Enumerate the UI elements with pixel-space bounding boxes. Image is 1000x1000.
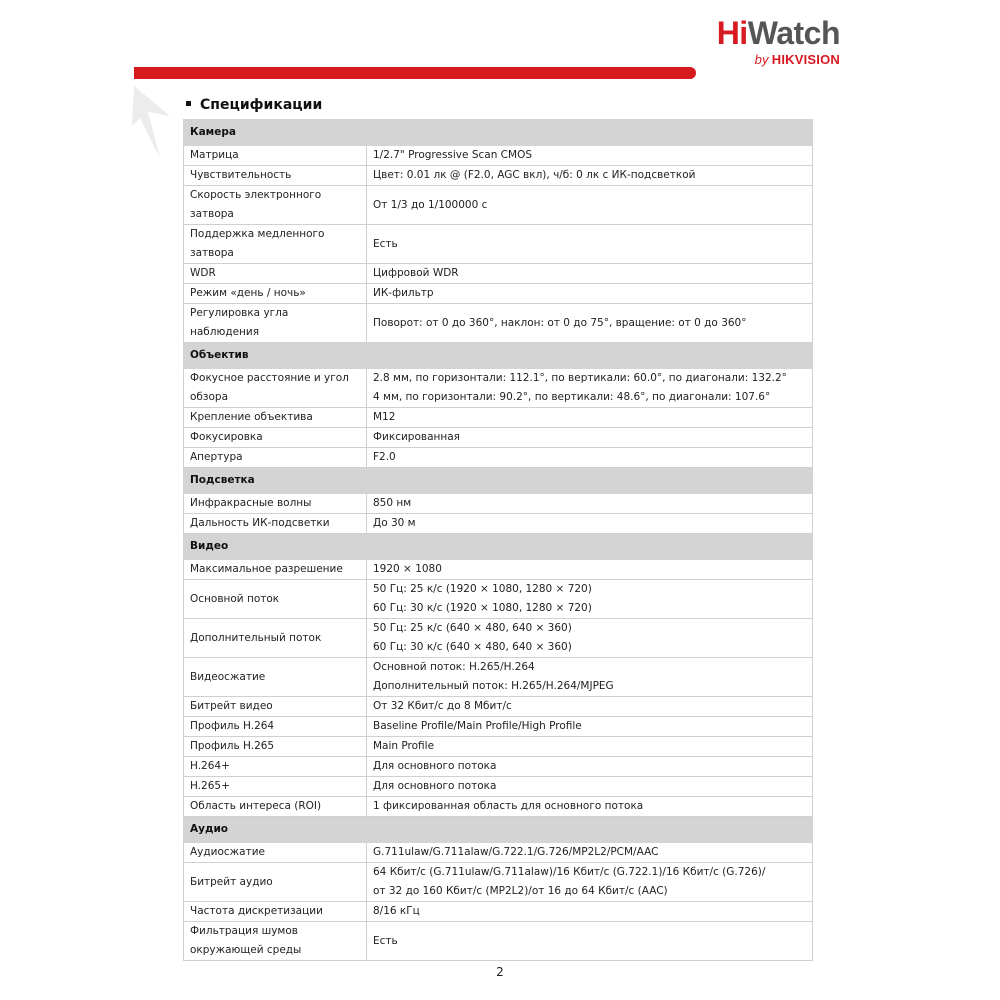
spec-value: Есть [367,225,813,264]
table-row [184,514,813,534]
decorative-star-watermark-icon [130,82,190,162]
spec-value: Для основного потока [367,757,813,777]
section-header-row [184,468,813,494]
spec-table [183,119,813,961]
logo-wordmark [717,14,840,52]
logo-brand: HIKVISION [771,52,840,67]
table-row [184,777,813,797]
section-title-text: Спецификации [200,97,323,113]
spec-value: От 1/3 до 1/100000 с [367,186,813,225]
spec-value: Цифровой WDR [367,264,813,284]
spec-key: Битрейт видео [184,697,367,717]
section-header-row [184,534,813,560]
table-row [184,225,813,264]
table-row [184,166,813,186]
spec-key: Аудиосжатие [184,843,367,863]
hiwatch-logo [717,14,840,67]
section-header: Видео [184,534,813,560]
table-row [184,757,813,777]
table-row [184,619,813,658]
table-row [184,369,813,408]
section-header: Камера [184,120,813,146]
spec-key: Крепление объектива [184,408,367,428]
spec-value: 1920 × 1080 [367,560,813,580]
table-row [184,737,813,757]
spec-key: Поддержка медленного затвора [184,225,367,264]
spec-value: До 30 м [367,514,813,534]
spec-key: Профиль H.264 [184,717,367,737]
spec-value: Baseline Profile/Main Profile/High Profile [367,717,813,737]
logo-byline [717,52,840,67]
table-row [184,580,813,619]
spec-key: Матрица [184,146,367,166]
spec-key: Фокусировка [184,428,367,448]
table-row [184,658,813,697]
spec-value: Основной поток: H.265/H.264 Дополнительный поток: H.265/H.264/MJPEG [367,658,813,697]
spec-key: Видеосжатие [184,658,367,697]
section-header-row [184,817,813,843]
table-row [184,922,813,961]
section-title [186,97,322,113]
bullet-icon [186,101,191,106]
spec-key: H.264+ [184,757,367,777]
spec-key: Дополнительный поток [184,619,367,658]
table-row [184,284,813,304]
spec-key: WDR [184,264,367,284]
spec-value: От 32 Кбит/с до 8 Мбит/с [367,697,813,717]
section-header: Аудио [184,817,813,843]
spec-value: M12 [367,408,813,428]
table-row [184,428,813,448]
spec-value: Есть [367,922,813,961]
table-row [184,264,813,284]
spec-key: Чувствительность [184,166,367,186]
header-red-bar [134,67,696,79]
spec-value: 50 Гц: 25 к/с (640 × 480, 640 × 360) 60 Гц: 30 к/с (640 × 480, 640 × 360) [367,619,813,658]
logo-watch: Watch [747,15,840,51]
spec-value: 850 нм [367,494,813,514]
spec-value: F2.0 [367,448,813,468]
spec-value: 50 Гц: 25 к/с (1920 × 1080, 1280 × 720) 60 Гц: 30 к/с (1920 × 1080, 1280 × 720) [367,580,813,619]
spec-key: Область интереса (ROI) [184,797,367,817]
table-row [184,408,813,428]
spec-value: G.711ulaw/G.711alaw/G.722.1/G.726/MP2L2/PCM/AAC [367,843,813,863]
section-header: Подсветка [184,468,813,494]
spec-key: Инфракрасные волны [184,494,367,514]
spec-key: Апертура [184,448,367,468]
spec-key: Частота дискретизации [184,902,367,922]
spec-key: Скорость электронного затвора [184,186,367,225]
spec-key: Битрейт аудио [184,863,367,902]
table-row [184,843,813,863]
spec-key: Регулировка угла наблюдения [184,304,367,343]
section-header-row [184,343,813,369]
spec-value: 2.8 мм, по горизонтали: 112.1°, по вертикали: 60.0°, по диагонали: 132.2° 4 мм, по горизонтали: 90.2°, по вертикали: 48.6°, по диагонали: 107.6° [367,369,813,408]
spec-value: 64 Кбит/с (G.711ulaw/G.711alaw)/16 Кбит/с (G.722.1)/16 Кбит/с (G.726)/ от 32 до 160 Кбит/с (MP2L2)/от 16 до 64 Кбит/с (AAC) [367,863,813,902]
spec-value: ИК-фильтр [367,284,813,304]
spec-value: Фиксированная [367,428,813,448]
spec-key: Фокусное расстояние и угол обзора [184,369,367,408]
spec-value: 1 фиксированная область для основного потока [367,797,813,817]
logo-by: by [754,52,769,67]
spec-value: 8/16 кГц [367,902,813,922]
spec-value: Поворот: от 0 до 360°, наклон: от 0 до 75°, вращение: от 0 до 360° [367,304,813,343]
page-number: 2 [496,965,504,979]
table-row [184,448,813,468]
spec-key: Дальность ИК-подсветки [184,514,367,534]
spec-key: Фильтрация шумов окружающей среды [184,922,367,961]
spec-key: Максимальное разрешение [184,560,367,580]
table-row [184,304,813,343]
section-header: Объектив [184,343,813,369]
table-row [184,186,813,225]
spec-value: Main Profile [367,737,813,757]
table-row [184,494,813,514]
table-row [184,863,813,902]
spec-value: 1/2.7" Progressive Scan CMOS [367,146,813,166]
spec-key: Профиль H.265 [184,737,367,757]
table-row [184,797,813,817]
table-row [184,560,813,580]
logo-hi: Hi [716,15,748,51]
table-row [184,717,813,737]
table-row [184,146,813,166]
section-header-row [184,120,813,146]
spec-key: H.265+ [184,777,367,797]
table-row [184,902,813,922]
spec-key: Режим «день / ночь» [184,284,367,304]
spec-key: Основной поток [184,580,367,619]
spec-value: Цвет: 0.01 лк @ (F2.0, AGC вкл), ч/б: 0 лк с ИК-подсветкой [367,166,813,186]
table-row [184,697,813,717]
spec-value: Для основного потока [367,777,813,797]
